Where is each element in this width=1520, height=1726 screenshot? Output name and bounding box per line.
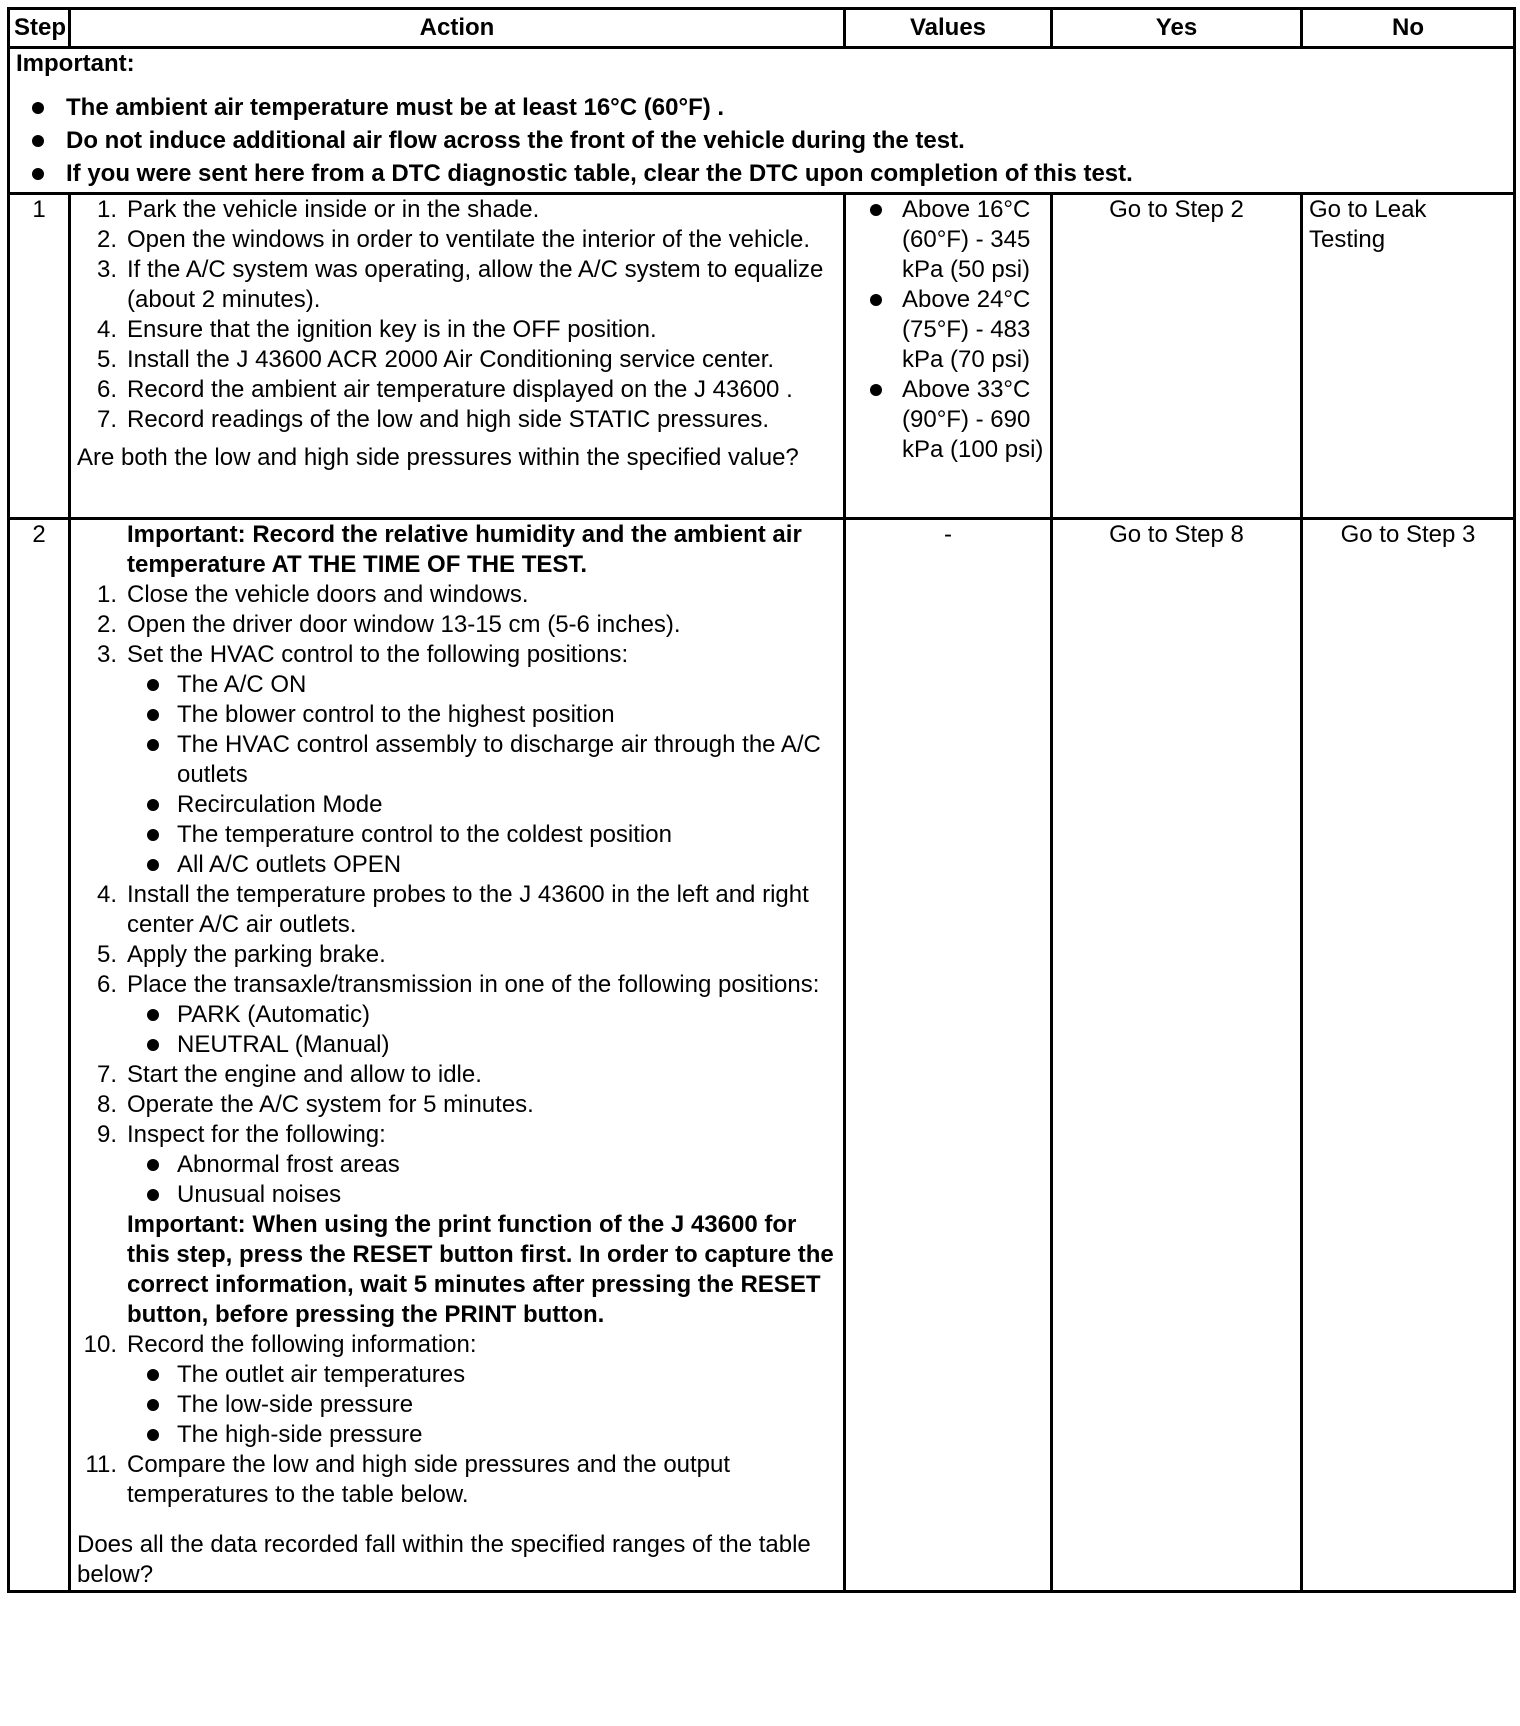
action-item: 6. Record the ambient air temperature displayed on the J 43600 . <box>96 376 793 403</box>
action-item: 7. Start the engine and allow to idle. <box>96 1061 482 1088</box>
step-1-yes[interactable]: Go to Step 2 <box>1052 194 1302 519</box>
action-item: 1. Park the vehicle inside or in the shade. <box>96 196 540 223</box>
step-2-values: - <box>845 519 1052 1592</box>
important-title: Important: <box>16 50 135 77</box>
step-number: 1 <box>9 194 70 519</box>
step-1-action-list <box>77 195 837 435</box>
step-2-action-list <box>77 580 837 1210</box>
action-item: 9. Inspect for the following: Abnormal frost areas Unusual noises <box>77 1120 837 1210</box>
sub-item: Abnormal frost areas <box>127 1150 837 1180</box>
action-item: 8. Operate the A/C system for 5 minutes. <box>96 1091 534 1118</box>
header-step: Step <box>9 9 70 48</box>
sub-item: The blower control to the highest position <box>127 700 837 730</box>
hvac-positions-list <box>127 670 837 880</box>
action-item: 2. Open the driver door window 13-15 cm (5-6 inches). <box>96 611 681 638</box>
important-item: Do not induce additional air flow across the front of the vehicle during the test. <box>16 126 1507 156</box>
action-item: 1. Close the vehicle doors and windows. <box>96 581 529 608</box>
diagnostic-table <box>7 7 1516 1593</box>
value-item: Above 33°C (90°F) - 690 kPa (100 psi) <box>852 375 1044 465</box>
step-1-question: Are both the low and high side pressures within the specified value? <box>77 444 799 471</box>
step-1-row <box>9 194 1515 519</box>
inspect-list <box>127 1150 837 1210</box>
step-number: 2 <box>9 519 70 1592</box>
important-note: Important: Record the relative humidity and the ambient air temperature AT THE TIME OF THE TEST. <box>127 521 802 578</box>
important-cell <box>9 48 1515 194</box>
action-item: 6. Place the transaxle/transmission in one of the following positions: PARK (Automatic) NEUTRAL (Manual) <box>77 970 837 1060</box>
action-item: 10. Record the following information: The outlet air temperatures The low-side pressure The high-side pressure <box>77 1330 837 1450</box>
action-item: 4. Install the temperature probes to the J 43600 in the left and right center A/C air outlets. <box>96 881 809 938</box>
important-item: The ambient air temperature must be at least 16°C (60°F) . <box>16 93 1507 123</box>
sub-item: Recirculation Mode <box>127 790 837 820</box>
transmission-positions-list <box>127 1000 837 1060</box>
sub-item: Unusual noises <box>127 1180 837 1210</box>
sub-item: The HVAC control assembly to discharge air through the A/C outlets <box>127 730 837 790</box>
sub-item: The low-side pressure <box>127 1390 837 1420</box>
sub-item: The A/C ON <box>127 670 837 700</box>
important-list <box>16 93 1507 189</box>
important-row <box>9 48 1515 194</box>
sub-item: The temperature control to the coldest position <box>127 820 837 850</box>
action-item: 5. Install the J 43600 ACR 2000 Air Conditioning service center. <box>96 346 775 373</box>
step-1-values <box>845 194 1052 519</box>
step-1-action <box>70 194 845 519</box>
action-item: 11. Compare the low and high side pressures and the output temperatures to the table below. <box>85 1451 731 1508</box>
record-list <box>127 1360 837 1450</box>
step-2-action-list-cont <box>77 1330 837 1510</box>
action-item: 3. If the A/C system was operating, allow the A/C system to equalize (about 2 minutes). <box>96 256 824 313</box>
important-note: Important: When using the print function of the J 43600 for this step, press the RESET button first. In order to capture the correct information, wait 5 minutes after pressing the RESET button, before pressing the PRINT button. <box>127 1211 834 1328</box>
sub-item: PARK (Automatic) <box>127 1000 837 1030</box>
step-2-action <box>70 519 845 1592</box>
action-item: 3. Set the HVAC control to the following positions: The A/C ON The blower control to the highest position The HVAC control assembly to discharge air through the A/C outlets Recirculation Mode The temperature control to the coldest position All A/C outlets OPEN <box>77 640 837 880</box>
header-no: No <box>1302 9 1515 48</box>
action-item: 7. Record readings of the low and high side STATIC pressures. <box>96 406 770 433</box>
step-1-no[interactable]: Go to Leak Testing <box>1302 194 1515 519</box>
value-item: Above 24°C (75°F) - 483 kPa (70 psi) <box>852 285 1044 375</box>
step-2-no[interactable]: Go to Step 3 <box>1302 519 1515 1592</box>
step-2-yes[interactable]: Go to Step 8 <box>1052 519 1302 1592</box>
header-yes: Yes <box>1052 9 1302 48</box>
important-item: If you were sent here from a DTC diagnostic table, clear the DTC upon completion of this test. <box>16 159 1507 189</box>
header-action: Action <box>70 9 845 48</box>
header-row <box>9 9 1515 48</box>
header-values: Values <box>845 9 1052 48</box>
action-item: 2. Open the windows in order to ventilate the interior of the vehicle. <box>96 226 811 253</box>
action-item: 4. Ensure that the ignition key is in the OFF position. <box>96 316 657 343</box>
sub-item: All A/C outlets OPEN <box>127 850 837 880</box>
step-2-question: Does all the data recorded fall within the specified ranges of the table below? <box>77 1531 811 1588</box>
step-2-row <box>9 519 1515 1592</box>
sub-item: NEUTRAL (Manual) <box>127 1030 837 1060</box>
sub-item: The high-side pressure <box>127 1420 837 1450</box>
sub-item: The outlet air temperatures <box>127 1360 837 1390</box>
values-list <box>852 195 1044 465</box>
value-item: Above 16°C (60°F) - 345 kPa (50 psi) <box>852 195 1044 285</box>
action-item: 5. Apply the parking brake. <box>96 941 386 968</box>
